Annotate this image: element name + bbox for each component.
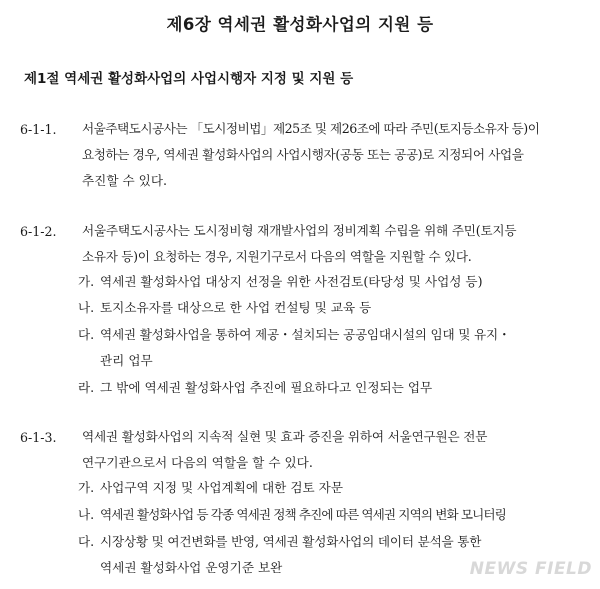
item-text: 토지소유자를 대상으로 한 사업 컨설팅 및 교육 등	[100, 300, 372, 315]
article-body	[82, 424, 587, 476]
item-marker: 다.	[78, 327, 95, 342]
item-text: 역세권 활성화사업 등 각종 역세권 정책 추진에 따른 역세권 지역의 변화 모니터링	[100, 507, 506, 522]
item-text: 역세권 활성화사업 대상지 선정을 위한 사전검토(타당성 및 사업성 등)	[100, 274, 483, 289]
watermark-logo: NEWS FIELD	[469, 559, 592, 579]
item-text: 시장상황 및 여건변화를 반영, 역세권 활성화사업의 데이터 분석을 통한	[100, 534, 482, 549]
item-text: 역세권 활성화사업을 통하여 제공・설치되는 공공임대시설의 임대 및 유지・	[100, 327, 511, 342]
item-marker: 가.	[78, 480, 95, 495]
item-text: 그 밖에 역세권 활성화사업 추진에 필요하다고 인정되는 업무	[100, 380, 433, 395]
section-heading: 제1절 역세권 활성화사업의 사업시행자 지정 및 지원 등	[24, 71, 354, 87]
item-marker: 나.	[78, 300, 95, 315]
item-text: 사업구역 지정 및 사업계획에 대한 검토 자문	[100, 480, 343, 495]
item-marker: 가.	[78, 274, 95, 289]
chapter-title: 제6장 역세권 활성화사업의 지원 등	[166, 15, 434, 34]
article-number: 6-1-2.	[20, 224, 57, 239]
article-line: 요청하는 경우, 역세권 활성화사업의 사업시행자(공동 또는 공공)로 지정되어 사업을	[82, 147, 524, 162]
article-line: 서울주택도시공사는 도시정비형 재개발사업의 정비계획 수립을 위해 주민(토지등	[82, 223, 517, 238]
article-body	[82, 116, 587, 194]
article-number: 6-1-3.	[20, 430, 57, 445]
article-line: 역세권 활성화사업의 지속적 실현 및 효과 증진을 위하여 서울연구원은 전문	[82, 429, 488, 444]
item-marker: 다.	[78, 534, 95, 549]
article-line: 소유자 등)이 요청하는 경우, 지원기구로서 다음의 역할을 지원할 수 있다.	[82, 249, 472, 264]
article-body	[82, 218, 587, 270]
item-continuation: 관리 업무	[100, 353, 153, 368]
article-line: 연구기관으로서 다음의 역할을 할 수 있다.	[82, 455, 313, 470]
article-line: 서울주택도시공사는 「도시정비법」제25조 및 제26조에 따라 주민(토지등소유자 등)이	[82, 121, 540, 136]
article-number: 6-1-1.	[20, 122, 57, 137]
article-line: 추진할 수 있다.	[82, 173, 168, 188]
item-continuation: 역세권 활성화사업 운영기준 보완	[100, 560, 283, 575]
item-marker: 라.	[78, 380, 95, 395]
item-marker: 나.	[78, 507, 95, 522]
